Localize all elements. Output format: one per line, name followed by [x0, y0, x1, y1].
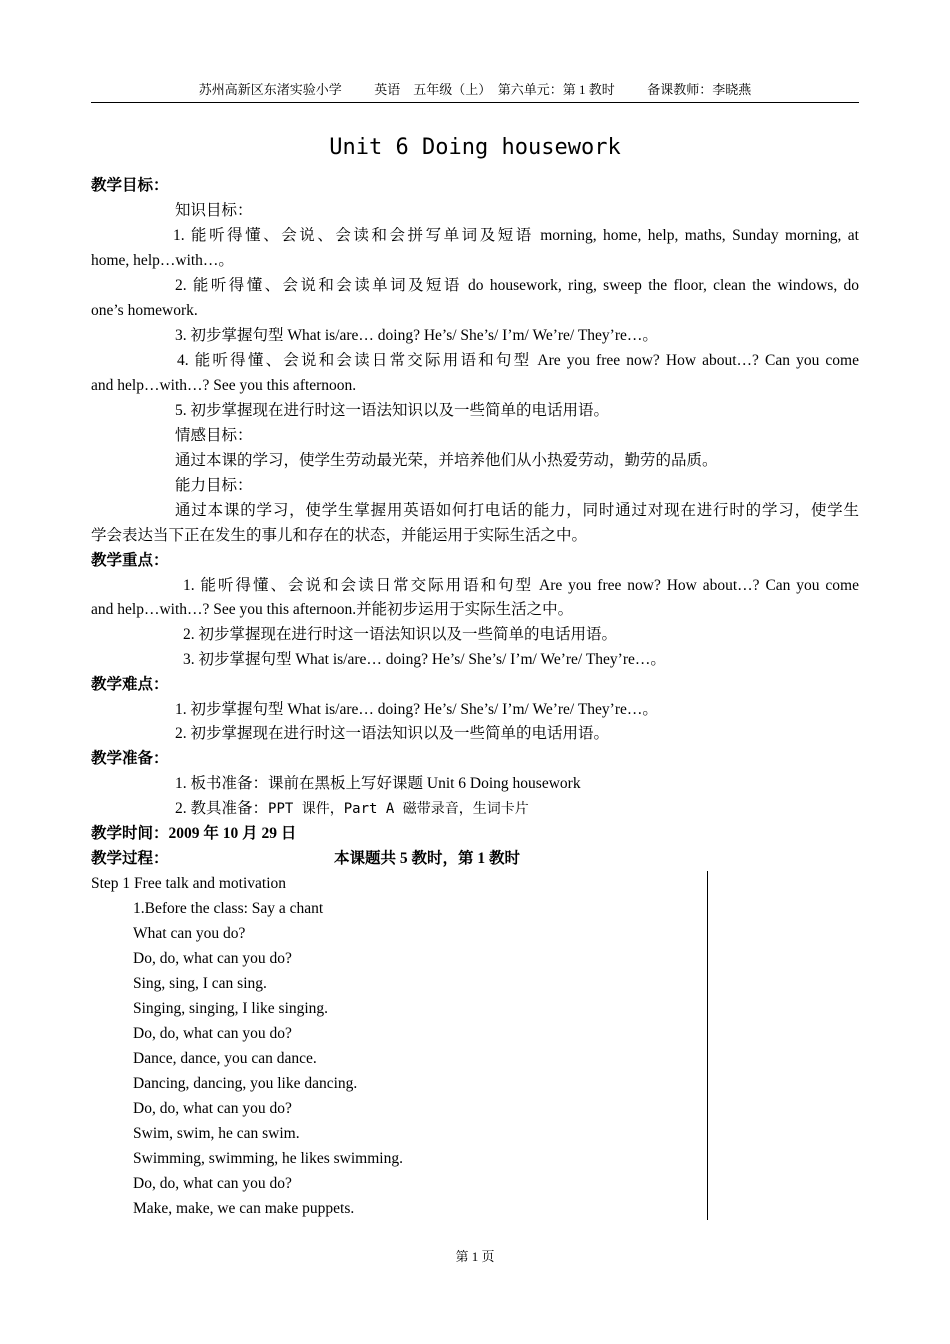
preparation-1: 1. 板书准备：课前在黑板上写好课题 Unit 6 Doing housework: [175, 775, 581, 792]
key-point-1b: and help…with…? See you this afternoon.并能初步运用于实际生活之中。: [91, 601, 574, 618]
preparation-2-prefix: 2. 教具准备：: [175, 800, 269, 817]
knowledge-item-3: 3. 初步掌握句型 What is/are… doing? He’s/ She’s/ I’m/ We’re/ They’re…。: [175, 327, 658, 344]
key-points-heading: 教学重点：: [91, 552, 169, 569]
chant-line: Do, do, what can you do?: [133, 1025, 292, 1042]
column-divider: [707, 871, 708, 1220]
chant-line: 1.Before the class: Say a chant: [133, 900, 324, 917]
chant-line: Do, do, what can you do?: [133, 950, 292, 967]
preparation-2-items: PPT 课件，Part A 磁带录音，生词卡片: [268, 801, 529, 817]
knowledge-item-2b: one’s homework.: [91, 302, 198, 319]
ability-text-b: 学会表达当下正在发生的事儿和存在的状态，并能运用于实际生活之中。: [91, 527, 588, 544]
emotion-text: 通过本课的学习，使学生劳动最光荣，并培养他们从小热爱劳动，勤劳的品质。: [175, 452, 718, 469]
key-point-1a: 1. 能听得懂、会说和会读日常交际用语和句型 Are you free now? How about…? Can you come: [183, 577, 859, 594]
process-heading: 教学过程：: [91, 850, 169, 867]
chant-line: Do, do, what can you do?: [133, 1175, 292, 1192]
difficulty-1: 1. 初步掌握句型 What is/are… doing? He’s/ She’s/ I’m/ We’re/ They’re…。: [175, 701, 658, 718]
key-point-3: 3. 初步掌握句型 What is/are… doing? He’s/ She’s/ I’m/ We’re/ They’re…。: [183, 651, 666, 668]
chant-line: What can you do?: [133, 925, 246, 942]
preparation-2: [175, 797, 529, 821]
difficulties-heading: 教学难点：: [91, 676, 169, 693]
knowledge-heading: 知识目标：: [175, 202, 253, 219]
knowledge-item-2a: 2. 能听得懂、会说和会读单词及短语 do housework, ring, sweep the floor, clean the windows, do: [175, 277, 859, 294]
chant-line: Do, do, what can you do?: [133, 1100, 292, 1117]
chant-line: Singing, singing, I like singing.: [133, 1000, 329, 1017]
chant-line: Make, make, we can make puppets.: [133, 1200, 355, 1217]
chant-line: Sing, sing, I can sing.: [133, 975, 267, 992]
document-title: Unit 6 Doing housework: [329, 135, 621, 160]
knowledge-item-1a: 1. 能听得懂、会说、会读和会拼写单词及短语 morning, home, help, maths, Sunday morning, at: [173, 227, 859, 244]
knowledge-item-1b: home, help…with…。: [91, 252, 234, 269]
chant-line: Dancing, dancing, you like dancing.: [133, 1075, 358, 1092]
chant-line: Swim, swim, he can swim.: [133, 1125, 300, 1142]
difficulty-2: 2. 初步掌握现在进行时这一语法知识以及一些简单的电话用语。: [175, 725, 610, 742]
knowledge-item-4a: 4. 能听得懂、会说和会读日常交际用语和句型 Are you free now? How about…? Can you come: [177, 352, 859, 369]
teaching-time: 教学时间：2009 年 10 月 29 日: [91, 825, 297, 842]
emotion-heading: 情感目标：: [175, 427, 253, 444]
preparation-heading: 教学准备：: [91, 750, 169, 767]
key-point-2: 2. 初步掌握现在进行时这一语法知识以及一些简单的电话用语。: [183, 626, 618, 643]
ability-text-a: 通过本课的学习，使学生掌握用英语如何打电话的能力，同时通过对现在进行时的学习，使学生: [175, 502, 859, 519]
lesson-info: 本课题共 5 教时，第 1 教时: [334, 850, 521, 867]
chant-line: Dance, dance, you can dance.: [133, 1050, 317, 1067]
step-1-title: Step 1 Free talk and motivation: [91, 875, 287, 892]
objectives-heading: 教学目标：: [91, 177, 169, 194]
knowledge-item-5: 5. 初步掌握现在进行时这一语法知识以及一些简单的电话用语。: [175, 402, 610, 419]
page-number: 第 1 页: [455, 1249, 495, 1264]
chant-line: Swimming, swimming, he likes swimming.: [133, 1150, 403, 1167]
ability-heading: 能力目标：: [175, 477, 253, 494]
knowledge-item-4b: and help…with…? See you this afternoon.: [91, 377, 357, 394]
page-header: 苏州高新区东渚实验小学 英语 五年级（上） 第六单元：第 1 教时 备课教师：李晓燕: [91, 80, 859, 103]
